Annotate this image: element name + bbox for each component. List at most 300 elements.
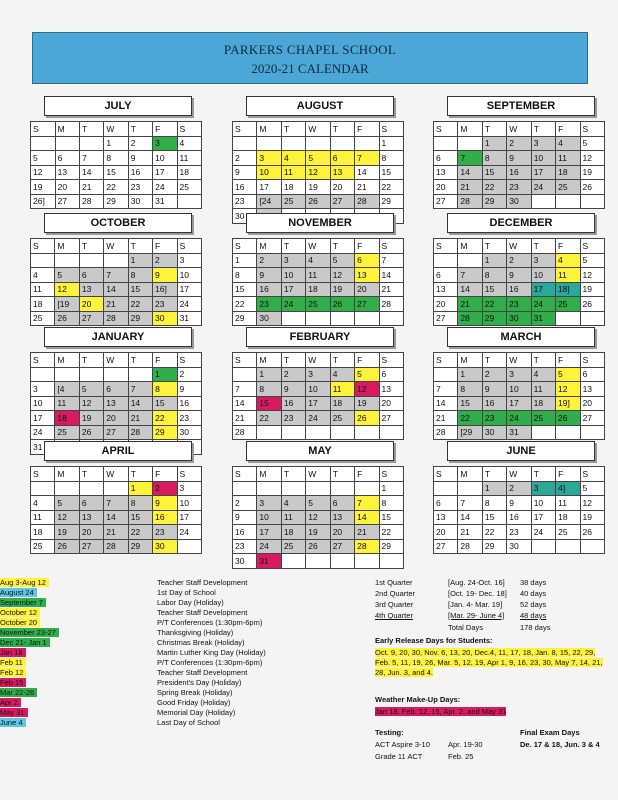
day-cell: 2 — [233, 151, 257, 166]
day-cell — [55, 481, 79, 496]
month-grid — [232, 466, 404, 569]
week-row — [233, 165, 404, 180]
weekday-header: F — [556, 353, 581, 368]
weekday-header: M — [257, 353, 281, 368]
day-cell: 3 — [531, 136, 555, 151]
day-cell: 29 — [233, 311, 257, 326]
day-cell — [281, 311, 305, 326]
day-cell — [330, 136, 354, 151]
weekday-header: T — [330, 239, 354, 254]
week-row — [434, 194, 605, 209]
day-cell: 4 — [177, 136, 201, 151]
legend-date: Apr 2 — [0, 698, 21, 707]
day-cell: 14 — [355, 510, 379, 525]
day-cell: 8 — [482, 151, 506, 166]
weekday-header: S — [177, 353, 201, 368]
day-cell: 7 — [458, 151, 482, 166]
day-cell: 21 — [233, 411, 257, 426]
day-cell: 9 — [233, 165, 257, 180]
final-exam-heading: Final Exam Days — [520, 728, 580, 737]
day-cell: 12 — [55, 510, 79, 525]
day-cell: 15 — [257, 396, 281, 411]
legend-description: Teacher Staff Development — [157, 668, 248, 677]
day-cell: 18] — [555, 282, 580, 297]
day-cell: 14 — [233, 396, 257, 411]
day-cell — [281, 136, 305, 151]
legend-date: Feb 11 — [0, 658, 26, 667]
day-cell: 26 — [556, 411, 581, 426]
weekday-header: M — [55, 122, 79, 137]
week-row — [31, 180, 202, 195]
weekday-header: M — [257, 467, 281, 482]
weekday-header: F — [556, 122, 580, 137]
day-cell: 22 — [379, 180, 403, 195]
day-cell: 9 — [153, 496, 177, 511]
day-cell: 30 — [507, 539, 531, 554]
day-cell: 12 — [580, 151, 604, 166]
day-cell: 3 — [257, 496, 281, 511]
day-cell: 12 — [55, 282, 80, 297]
day-cell: 30 — [233, 209, 257, 224]
day-cell: 14 — [79, 165, 103, 180]
weekday-header: M — [257, 239, 281, 254]
day-cell — [281, 554, 305, 569]
day-cell: 16 — [281, 396, 305, 411]
week-row — [233, 425, 404, 440]
quarter-days: 38 days — [520, 578, 547, 587]
month-grid — [232, 121, 404, 224]
week-row — [31, 510, 202, 525]
day-cell: 3 — [257, 151, 282, 166]
month-name: FEBRUARY — [246, 327, 394, 347]
day-cell: 19] — [556, 396, 581, 411]
day-cell — [330, 311, 354, 326]
day-cell: 28 — [434, 425, 458, 440]
day-cell: 23 — [153, 525, 177, 540]
day-cell: 3 — [507, 367, 531, 382]
day-cell — [355, 554, 379, 569]
weekday-header: M — [55, 467, 79, 482]
weekday-header-row — [233, 239, 404, 254]
month-name: MARCH — [447, 327, 595, 347]
day-cell: 10 — [531, 151, 555, 166]
day-cell: 29 — [379, 539, 403, 554]
month-june — [433, 441, 605, 554]
day-cell: 4 — [531, 367, 555, 382]
day-cell: 10 — [281, 268, 305, 283]
day-cell: 16 — [482, 396, 506, 411]
legend-description: Teacher Staff Development — [157, 578, 248, 587]
day-cell: 11 — [556, 496, 580, 511]
day-cell: 16 — [257, 282, 281, 297]
day-cell: 24 — [153, 180, 177, 195]
day-cell — [104, 367, 128, 382]
day-cell: 16 — [507, 282, 531, 297]
day-cell: 16 — [507, 165, 531, 180]
weekday-header: T — [330, 467, 354, 482]
legend-date: Dec 21- Jan 1 — [0, 638, 50, 647]
day-cell: 16 — [233, 525, 257, 540]
day-cell: 10 — [153, 151, 177, 166]
day-cell: 8 — [379, 496, 403, 511]
legend-date: June 4 — [0, 718, 26, 727]
day-cell — [555, 311, 580, 326]
week-row — [434, 151, 605, 166]
weekday-header: F — [555, 239, 580, 254]
day-cell: 7 — [458, 268, 482, 283]
week-row — [31, 367, 202, 382]
day-cell: 5 — [556, 367, 581, 382]
day-cell: 18 — [281, 180, 305, 195]
day-cell: 27 — [379, 411, 403, 426]
day-cell: 27 — [434, 194, 458, 209]
day-cell — [580, 311, 604, 326]
quarter-range: [Mar. 29- June 4] — [448, 611, 505, 620]
day-cell: 29 — [482, 194, 506, 209]
weekday-header: T — [482, 467, 506, 482]
legend-row — [0, 698, 618, 708]
day-cell: 13 — [580, 382, 604, 397]
quarter-range: [Jan. 4- Mar. 19] — [448, 600, 503, 609]
day-cell: 4 — [330, 367, 354, 382]
day-cell: 8 — [379, 151, 403, 166]
weekday-header: S — [177, 239, 201, 254]
day-cell: 25 — [330, 411, 354, 426]
day-cell: 20 — [79, 297, 103, 312]
day-cell: 21 — [128, 411, 152, 426]
month-name: DECEMBER — [447, 213, 595, 233]
day-cell: 1 — [153, 367, 177, 382]
day-cell: 22 — [458, 411, 483, 426]
day-cell: 11 — [281, 165, 305, 180]
day-cell: 24 — [177, 525, 201, 540]
day-cell: 2 — [507, 481, 531, 496]
day-cell — [355, 481, 379, 496]
day-cell: 19 — [330, 282, 354, 297]
day-cell: 28 — [233, 425, 257, 440]
day-cell: 8 — [153, 382, 177, 397]
weekday-header: S — [233, 239, 257, 254]
day-cell — [257, 425, 281, 440]
day-cell: 17 — [531, 165, 555, 180]
weekday-header-row — [233, 467, 404, 482]
week-row — [434, 539, 605, 554]
day-cell: 6 — [434, 496, 458, 511]
weekday-header: T — [79, 467, 103, 482]
day-cell: 22 — [482, 297, 506, 312]
day-cell: 11 — [55, 396, 79, 411]
day-cell: 26 — [306, 194, 330, 209]
week-row — [434, 311, 605, 326]
legend-row — [0, 638, 618, 648]
day-cell: 14 — [458, 165, 482, 180]
week-row — [233, 510, 404, 525]
day-cell: 19 — [306, 525, 330, 540]
day-cell: 16] — [153, 282, 178, 297]
day-cell: 29 — [379, 194, 403, 209]
weekday-header: T — [531, 353, 555, 368]
day-cell: 1 — [233, 253, 257, 268]
day-cell: 18 — [330, 396, 354, 411]
day-cell — [434, 253, 458, 268]
day-cell: 23 — [128, 180, 152, 195]
day-cell — [104, 481, 128, 496]
day-cell: [4 — [55, 382, 79, 397]
month-grid — [433, 466, 605, 554]
day-cell: 8 — [482, 268, 506, 283]
day-cell — [556, 539, 580, 554]
legend-row — [0, 708, 618, 718]
month-may — [232, 441, 404, 569]
day-cell: 14 — [379, 268, 403, 283]
day-cell: 14 — [104, 282, 128, 297]
day-cell: 7 — [379, 253, 403, 268]
quarter-label: 1st Quarter — [375, 578, 413, 587]
day-cell: 8 — [128, 496, 152, 511]
day-cell: 24 — [531, 525, 555, 540]
day-cell: 9 — [257, 268, 281, 283]
day-cell: 26 — [55, 311, 80, 326]
day-cell: 1 — [379, 481, 403, 496]
day-cell: 15 — [379, 510, 403, 525]
quarter-days: 48 days — [520, 611, 547, 620]
day-cell: 26 — [580, 180, 604, 195]
week-row — [434, 165, 605, 180]
legend-date: Aug 3-Aug 12 — [0, 578, 49, 587]
day-cell — [458, 136, 482, 151]
day-cell: 5 — [355, 367, 379, 382]
weekday-header: W — [104, 353, 128, 368]
day-cell: 24 — [281, 297, 305, 312]
week-row — [434, 297, 605, 312]
day-cell: 15 — [128, 282, 152, 297]
weekday-header-row — [233, 353, 404, 368]
day-cell: 30 — [177, 425, 201, 440]
weekday-header: F — [355, 239, 379, 254]
weather-heading: Weather Make-Up Days: — [375, 695, 461, 704]
week-row — [233, 367, 404, 382]
day-cell: 17 — [507, 396, 531, 411]
day-cell: 21 — [458, 525, 482, 540]
day-cell — [79, 253, 103, 268]
month-october — [30, 213, 202, 326]
day-cell: 5 — [580, 481, 604, 496]
day-cell: 16 — [177, 396, 201, 411]
day-cell: 17 — [177, 510, 201, 525]
early-release-line-1: Oct. 9, 20, 30, Nov. 6, 13, 20, Dec.4, 11, 17, 18, Jan. 8, 15, 22, 29, — [375, 648, 596, 657]
legend-description: P/T Conferences (1:30pm-6pm) — [157, 658, 263, 667]
week-row — [434, 425, 605, 440]
day-cell: [19 — [55, 297, 80, 312]
day-cell: 15 — [128, 510, 152, 525]
weekday-header-row — [434, 467, 605, 482]
day-cell: 3 — [31, 382, 55, 397]
day-cell: 4 — [281, 151, 305, 166]
day-cell — [330, 554, 354, 569]
day-cell: 17 — [531, 510, 555, 525]
day-cell: 4] — [556, 481, 580, 496]
legend-date: Feb 15 — [0, 678, 26, 687]
day-cell: 7 — [104, 268, 128, 283]
week-row — [233, 496, 404, 511]
week-row — [31, 151, 202, 166]
weekday-header: M — [55, 239, 80, 254]
day-cell: 19 — [55, 525, 79, 540]
testing-row-2-date: Feb. 25 — [448, 752, 474, 761]
weekday-header: S — [31, 122, 56, 137]
weekday-header: T — [281, 122, 305, 137]
week-row — [434, 396, 605, 411]
day-cell: 9 — [177, 382, 201, 397]
day-cell: 22 — [257, 411, 281, 426]
day-cell: 10 — [177, 496, 201, 511]
day-cell: 12 — [355, 382, 379, 397]
day-cell: 29 — [128, 311, 152, 326]
weekday-header: S — [233, 467, 257, 482]
day-cell — [580, 194, 604, 209]
testing-heading: Testing: — [375, 728, 404, 737]
day-cell: 25 — [281, 539, 305, 554]
day-cell: 5 — [330, 253, 354, 268]
final-exam-dates — [520, 740, 600, 750]
day-cell: [29 — [458, 425, 483, 440]
day-cell: 6 — [79, 268, 103, 283]
day-cell: 6 — [355, 253, 379, 268]
weekday-header: M — [458, 353, 483, 368]
month-grid — [30, 466, 202, 554]
day-cell — [79, 367, 103, 382]
day-cell: 12 — [306, 165, 330, 180]
day-cell — [458, 481, 482, 496]
week-row — [31, 481, 202, 496]
day-cell: 14 — [104, 510, 128, 525]
weekday-header: T — [281, 239, 305, 254]
week-row — [233, 136, 404, 151]
day-cell: 15 — [379, 165, 403, 180]
weekday-header: T — [531, 467, 555, 482]
weekday-header: T — [79, 239, 103, 254]
early-release-dates — [375, 648, 611, 678]
day-cell: 6 — [434, 268, 458, 283]
final-exam-dates-text: De. 17 & 18, Jun. 3 & 4 — [520, 740, 600, 749]
day-cell: 7 — [355, 496, 379, 511]
day-cell: 29 — [128, 539, 152, 554]
day-cell: 2 — [128, 136, 152, 151]
month-july — [30, 96, 202, 209]
day-cell: 26] — [31, 194, 56, 209]
week-row — [31, 539, 202, 554]
day-cell: 2 — [177, 367, 201, 382]
day-cell: 13 — [434, 282, 458, 297]
weekday-header: M — [55, 353, 79, 368]
day-cell: 26 — [55, 539, 79, 554]
day-cell: 2 — [257, 253, 281, 268]
day-cell: 1 — [257, 367, 281, 382]
day-cell — [531, 539, 555, 554]
week-row — [31, 525, 202, 540]
day-cell: 9 — [233, 510, 257, 525]
day-cell: 21 — [355, 180, 379, 195]
legend-row — [0, 688, 618, 698]
day-cell — [281, 481, 305, 496]
day-cell: 9 — [507, 151, 531, 166]
day-cell: 22 — [379, 525, 403, 540]
weekday-header: W — [306, 239, 330, 254]
weekday-header-row — [233, 122, 404, 137]
day-cell: 29 — [153, 425, 177, 440]
month-march — [433, 327, 605, 440]
day-cell: 31 — [31, 440, 55, 455]
day-cell: 1 — [482, 481, 506, 496]
week-row — [233, 311, 404, 326]
day-cell: 17 — [257, 525, 281, 540]
day-cell — [257, 136, 282, 151]
legend-date: October 20 — [0, 618, 40, 627]
day-cell — [233, 136, 257, 151]
day-cell: 1 — [128, 253, 152, 268]
weekday-header: T — [128, 239, 152, 254]
day-cell: 22 — [128, 525, 152, 540]
day-cell: 2 — [153, 253, 178, 268]
day-cell: 19 — [31, 180, 56, 195]
weather-dates-text: Jan 18, Feb. 12, 15, Apr. 2, and May 31 — [375, 707, 507, 716]
day-cell: 16 — [153, 510, 177, 525]
day-cell — [306, 554, 330, 569]
day-cell: 10 — [306, 382, 330, 397]
day-cell: 19 — [79, 411, 103, 426]
week-row — [233, 180, 404, 195]
day-cell: 15 — [482, 165, 506, 180]
day-cell: 23 — [233, 539, 257, 554]
week-row — [233, 539, 404, 554]
month-name: APRIL — [44, 441, 192, 461]
day-cell: 31 — [531, 311, 555, 326]
weekday-header: W — [507, 353, 531, 368]
day-cell: 3 — [281, 253, 305, 268]
week-row — [31, 496, 202, 511]
week-row — [31, 136, 202, 151]
day-cell: 26 — [355, 411, 379, 426]
weekday-header: F — [355, 353, 379, 368]
day-cell — [379, 425, 403, 440]
day-cell: 20 — [379, 396, 403, 411]
month-january — [30, 327, 202, 455]
weekday-header: M — [458, 239, 482, 254]
day-cell: 13 — [434, 510, 458, 525]
week-row — [233, 481, 404, 496]
day-cell: 29 — [482, 311, 506, 326]
day-cell: 25 — [306, 297, 330, 312]
day-cell: 2 — [507, 136, 531, 151]
day-cell: 15 — [458, 396, 483, 411]
day-cell: 31 — [507, 425, 531, 440]
day-cell: 26 — [79, 425, 103, 440]
weekday-header-row — [31, 122, 202, 137]
weekday-header: W — [507, 122, 531, 137]
day-cell: 14 — [355, 165, 379, 180]
day-cell: 13 — [434, 165, 458, 180]
day-cell: 11 — [306, 268, 330, 283]
weekday-header: T — [531, 122, 555, 137]
day-cell: 21 — [104, 297, 128, 312]
day-cell: 2 — [482, 367, 506, 382]
day-cell: 9 — [281, 382, 305, 397]
day-cell: 20 — [330, 525, 354, 540]
week-row — [233, 151, 404, 166]
weekday-header: T — [79, 353, 103, 368]
weekday-header: S — [379, 467, 403, 482]
day-cell: 28 — [458, 311, 482, 326]
